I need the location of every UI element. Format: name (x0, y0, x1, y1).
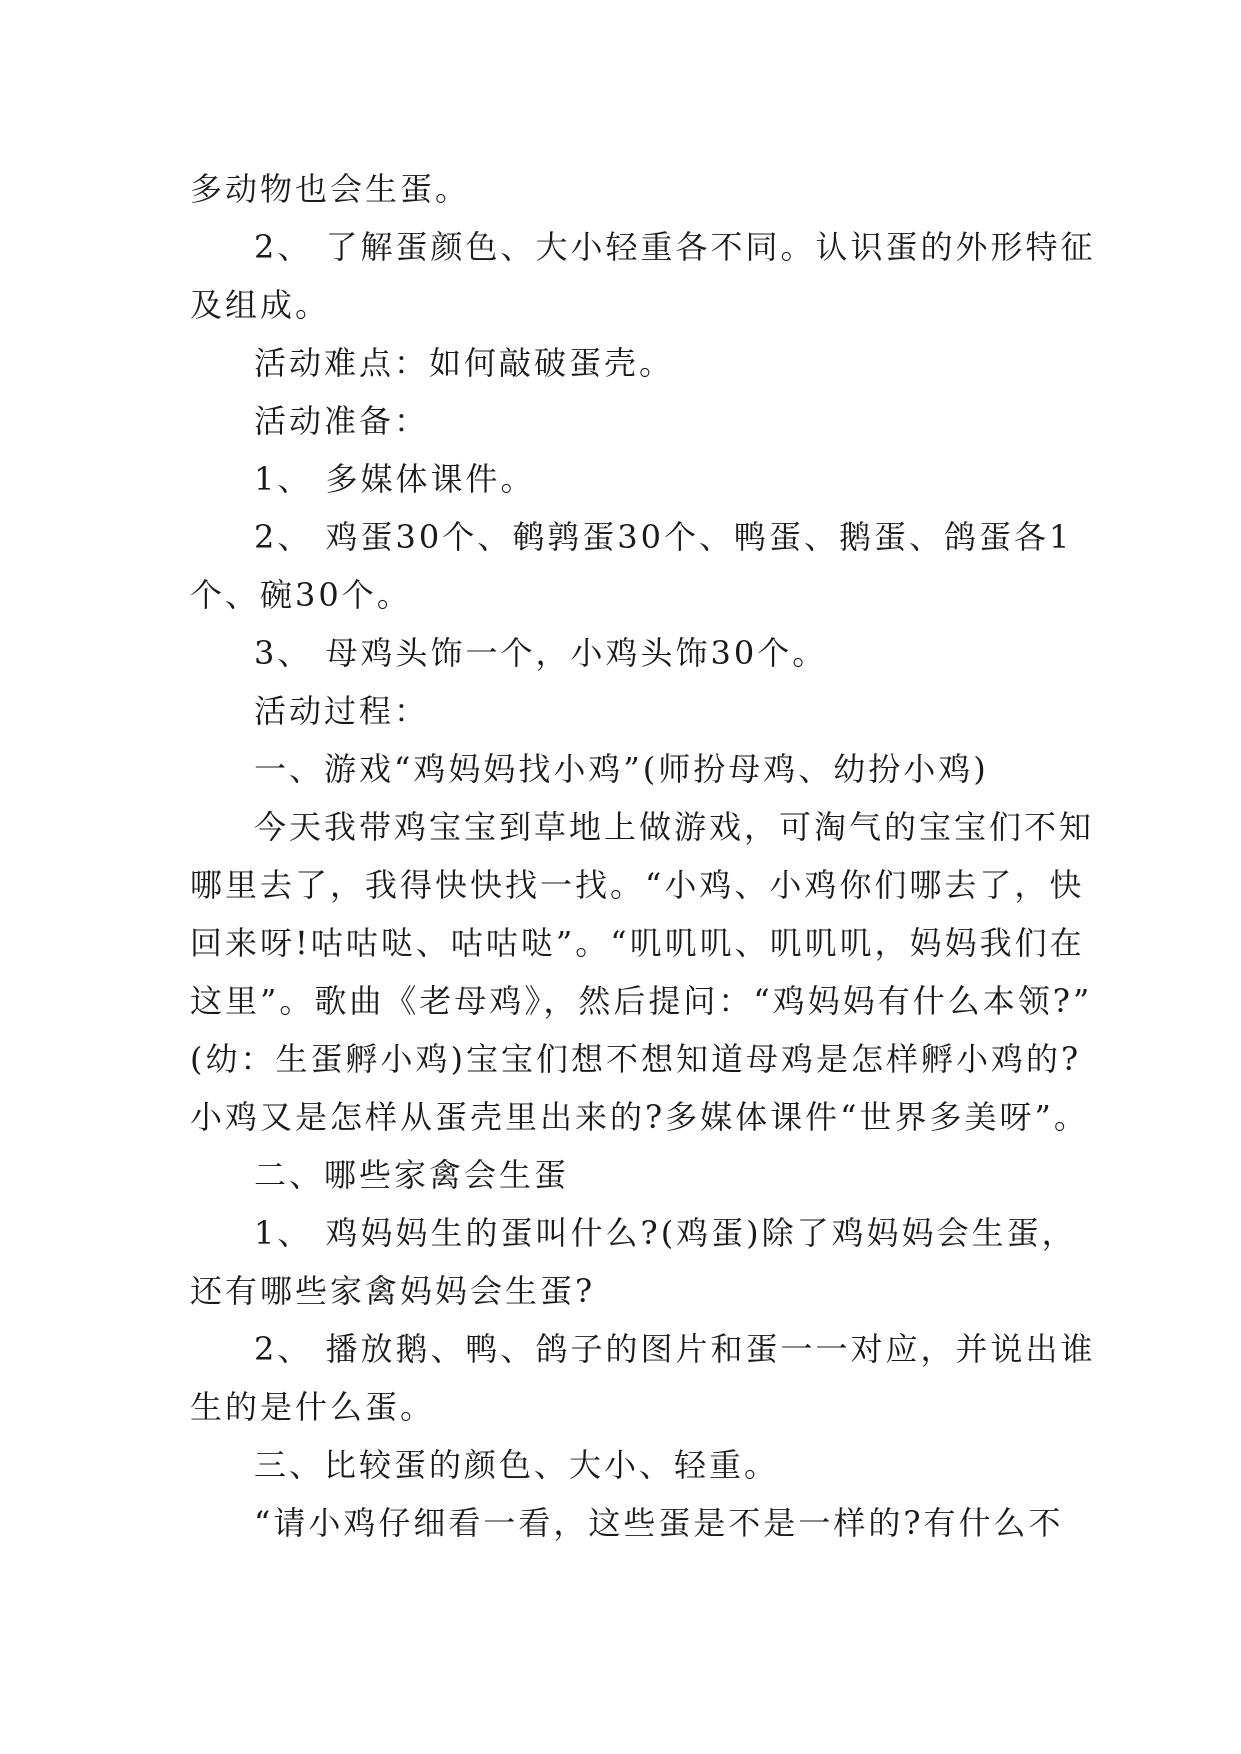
text-line: 二、哪些家禽会生蛋 (254, 1156, 570, 1194)
text-line: 哪里去了，我得快快找一找。“小鸡、小鸡你们哪去了，快 (190, 866, 1085, 904)
text-line: 2、 播放鹅、鸭、鸽子的图片和蛋一一对应，并说出谁 (254, 1330, 1096, 1368)
document-body (190, 160, 1096, 1552)
text-line: 活动准备： (254, 402, 430, 440)
text-line: 个、碗30个。 (190, 576, 412, 614)
text-line: 2、 了解蛋颜色、大小轻重各不同。认识蛋的外形特征 (254, 228, 1096, 266)
text-line: 这里”。歌曲《老母鸡》，然后提问：“鸡妈妈有什么本领?” (190, 982, 1093, 1020)
text-line: 三、比较蛋的颜色、大小、轻重。 (254, 1446, 780, 1484)
text-line: 一、游戏“鸡妈妈找小鸡”(师扮母鸡、幼扮小鸡) (254, 750, 989, 788)
text-line: 回来呀!咕咕哒、咕咕哒”。“叽叽叽、叽叽叽，妈妈我们在 (190, 924, 1085, 962)
text-line: 小鸡又是怎样从蛋壳里出来的?多媒体课件“世界多美呀”。 (190, 1098, 1089, 1136)
text-line: 1、 鸡妈妈生的蛋叫什么?(鸡蛋)除了鸡妈妈会生蛋， (254, 1214, 1077, 1252)
text-line: “请小鸡仔细看一看，这些蛋是不是一样的?有什么不 (254, 1504, 1064, 1542)
text-line: 还有哪些家禽妈妈会生蛋? (190, 1272, 596, 1310)
text-line: 1、 多媒体课件。 (254, 460, 536, 498)
text-line: 生的是什么蛋。 (190, 1388, 436, 1426)
text-line: 2、 鸡蛋30个、鹌鹑蛋30个、鸭蛋、鹅蛋、鸽蛋各1 (254, 518, 1073, 556)
text-line: 及组成。 (190, 286, 331, 324)
text-line: 活动过程： (254, 692, 430, 730)
text-line: 3、 母鸡头饰一个，小鸡头饰30个。 (254, 634, 828, 672)
text-line: (幼：生蛋孵小鸡)宝宝们想不想知道母鸡是怎样孵小鸡的? (190, 1040, 1082, 1078)
text-line: 多动物也会生蛋。 (190, 170, 471, 208)
text-line: 活动难点：如何敲破蛋壳。 (254, 344, 675, 382)
text-line: 今天我带鸡宝宝到草地上做游戏，可淘气的宝宝们不知 (254, 808, 1095, 846)
